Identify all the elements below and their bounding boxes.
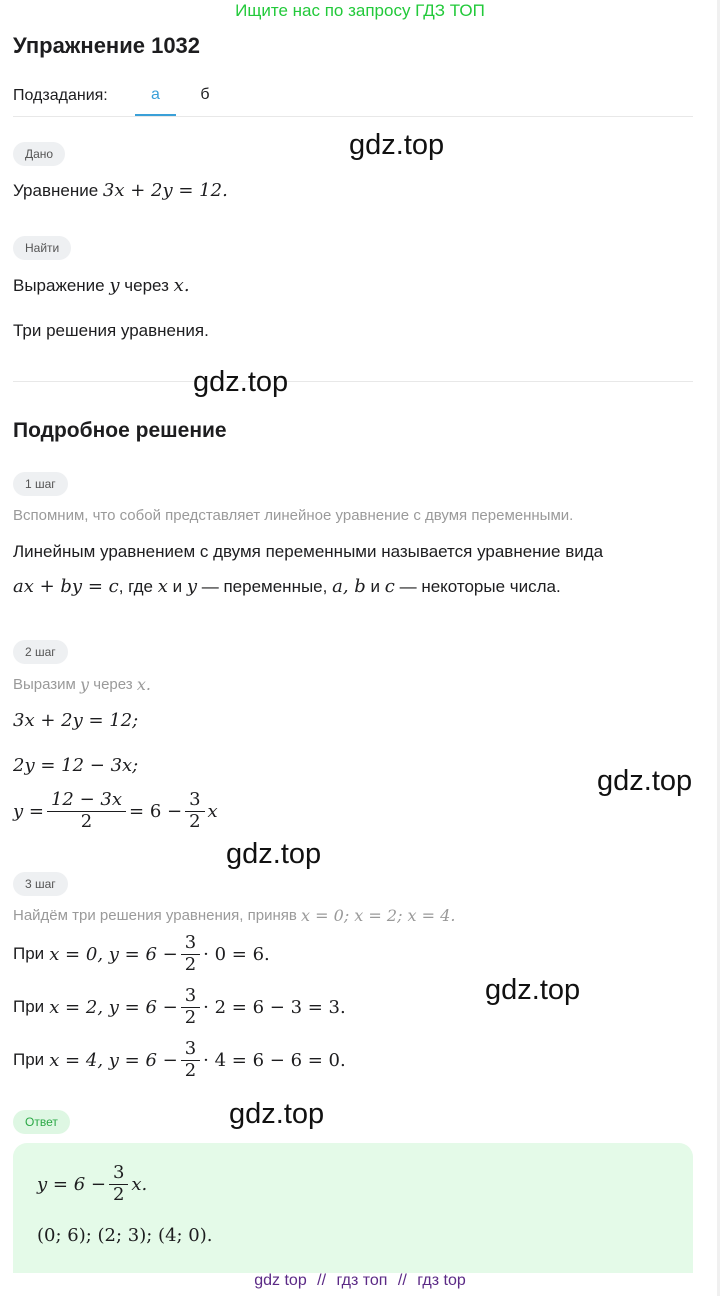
step3-row0-tail: · 0 = 6. — [203, 943, 270, 965]
step1-var-y: y — [186, 576, 198, 597]
step1-vars-ab: a, b — [332, 576, 366, 597]
tab-b[interactable]: б — [200, 86, 210, 103]
step3-row0-prefix: При — [13, 944, 45, 964]
step2-hint-x: x. — [136, 675, 151, 694]
step3-hint-text: Найдём три решения уравнения, приняв — [13, 907, 297, 924]
step1-variables: — переменные, — [201, 576, 328, 596]
answer-line1-a: y = 6 − — [37, 1173, 106, 1195]
step1-text1: Линейным уравнением с двумя переменными называется уравнение вида — [13, 542, 604, 561]
find-line2: Три решения уравнения. — [13, 321, 209, 340]
step2-fraction2 — [185, 790, 204, 832]
step2-eq3-end: x — [207, 800, 218, 822]
step3-row-2 — [13, 1039, 346, 1081]
step2-eq3-lhs: y = — [13, 800, 44, 822]
step1-and: и — [172, 576, 183, 596]
step2-fraction1 — [47, 790, 126, 832]
step2-hint-a: Выразим — [13, 676, 76, 693]
watermark: gdz.top — [193, 366, 289, 398]
step3-row0-fraction — [181, 933, 200, 975]
step2-frac2-den: 2 — [189, 810, 201, 832]
step2-frac1-den: 2 — [80, 810, 93, 832]
answer-frac-den: 2 — [112, 1183, 125, 1205]
step1-formula: ax + by = c — [13, 576, 119, 597]
step1-numbers: — некоторые числа. — [399, 576, 561, 596]
find-line1-prefix: Выражение — [13, 275, 105, 295]
watermark: gdz.top — [226, 838, 322, 870]
watermark: gdz.top — [597, 765, 693, 797]
solution-title: Подробное решение — [13, 419, 227, 442]
footer-link-2[interactable]: гдз топ — [336, 1272, 388, 1289]
step3-hint-math: x = 0; x = 2; x = 4. — [301, 906, 456, 925]
step2-frac2-num: 3 — [185, 790, 204, 812]
step3-row-1 — [13, 986, 346, 1028]
find-line1-mid: через — [124, 275, 169, 295]
step2-badge: 2 шаг — [13, 640, 68, 664]
step3-row2-fraction — [181, 1039, 200, 1081]
watermark: gdz.top — [349, 129, 445, 161]
answer-badge: Ответ — [13, 1110, 70, 1134]
step1-badge: 1 шаг — [13, 472, 68, 496]
step1-var-c: c — [384, 576, 395, 597]
step2-eq2: 2y = 12 − 3x; — [13, 755, 139, 776]
footer-link-1[interactable]: gdz top — [254, 1272, 307, 1289]
step3-row2-prefix: При — [13, 1050, 45, 1070]
step2-hint-y: y — [80, 675, 90, 694]
answer-line2: (0; 6); (2; 3); (4; 0). — [37, 1225, 213, 1246]
find-var-x: x. — [173, 275, 190, 296]
step3-row2-tail: · 4 = 6 − 6 = 0. — [203, 1049, 346, 1071]
step2-eq1: 3x + 2y = 12; — [13, 710, 139, 731]
step3-row2-frac-den: 2 — [184, 1059, 197, 1081]
step1-var-x: x — [157, 576, 168, 597]
step1-and2: и — [370, 576, 381, 596]
find-line1 — [13, 275, 190, 296]
answer-fraction — [109, 1163, 128, 1205]
step3-row2-cond: x = 4, y = 6 − — [49, 1049, 178, 1071]
footer-sep-1: // — [317, 1272, 327, 1289]
step3-row1-prefix: При — [13, 997, 45, 1017]
tabs-divider — [13, 116, 693, 117]
given-badge: Дано — [13, 142, 65, 166]
step3-hint — [13, 906, 455, 925]
step3-row0-cond: x = 0, y = 6 − — [49, 943, 178, 965]
subtasks-label: Подзадания: — [13, 87, 108, 104]
answer-box — [13, 1143, 693, 1273]
find-badge: Найти — [13, 236, 71, 260]
step3-row0-frac-num: 3 — [181, 933, 200, 955]
step1-text2 — [13, 576, 561, 597]
step3-badge: 3 шаг — [13, 872, 68, 896]
footer — [0, 1272, 720, 1290]
step2-hint-b: через — [93, 676, 133, 693]
footer-sep-2: // — [397, 1272, 407, 1289]
section-divider — [13, 381, 693, 382]
given-label: Уравнение — [13, 180, 99, 200]
step3-row1-frac-den: 2 — [184, 1006, 197, 1028]
watermark: gdz.top — [229, 1098, 325, 1130]
answer-line1-b: x. — [131, 1173, 148, 1195]
step2-eq3 — [13, 790, 218, 832]
page-title: Упражнение 1032 — [13, 33, 201, 58]
step3-row1-frac-num: 3 — [181, 986, 200, 1008]
step3-row-0 — [13, 933, 270, 975]
step3-row2-frac-num: 3 — [181, 1039, 200, 1061]
answer-frac-num: 3 — [109, 1163, 128, 1185]
given-equation: 3x + 2y = 12. — [102, 180, 228, 201]
footer-link-3[interactable]: гдз top — [417, 1272, 466, 1289]
step3-row1-fraction — [181, 986, 200, 1028]
step2-eq3-mid: = 6 − — [129, 800, 183, 822]
step2-hint — [13, 675, 151, 694]
step3-row1-tail: · 2 = 6 − 3 = 3. — [203, 996, 346, 1018]
answer-line1 — [37, 1163, 147, 1205]
tab-a[interactable]: а — [151, 86, 160, 103]
step2-frac1-num: 12 − 3x — [47, 790, 126, 812]
watermark: gdz.top — [485, 974, 581, 1006]
top-banner[interactable]: Ищите нас по запросу ГДЗ ТОП — [235, 1, 485, 20]
step3-row0-frac-den: 2 — [184, 953, 197, 975]
step3-row1-cond: x = 2, y = 6 − — [49, 996, 178, 1018]
given-text — [13, 180, 228, 201]
step1-where: , где — [118, 576, 153, 596]
step1-hint: Вспомним, что собой представляет линейное уравнение с двумя переменными. — [13, 507, 574, 524]
find-var-y: y — [109, 275, 120, 296]
